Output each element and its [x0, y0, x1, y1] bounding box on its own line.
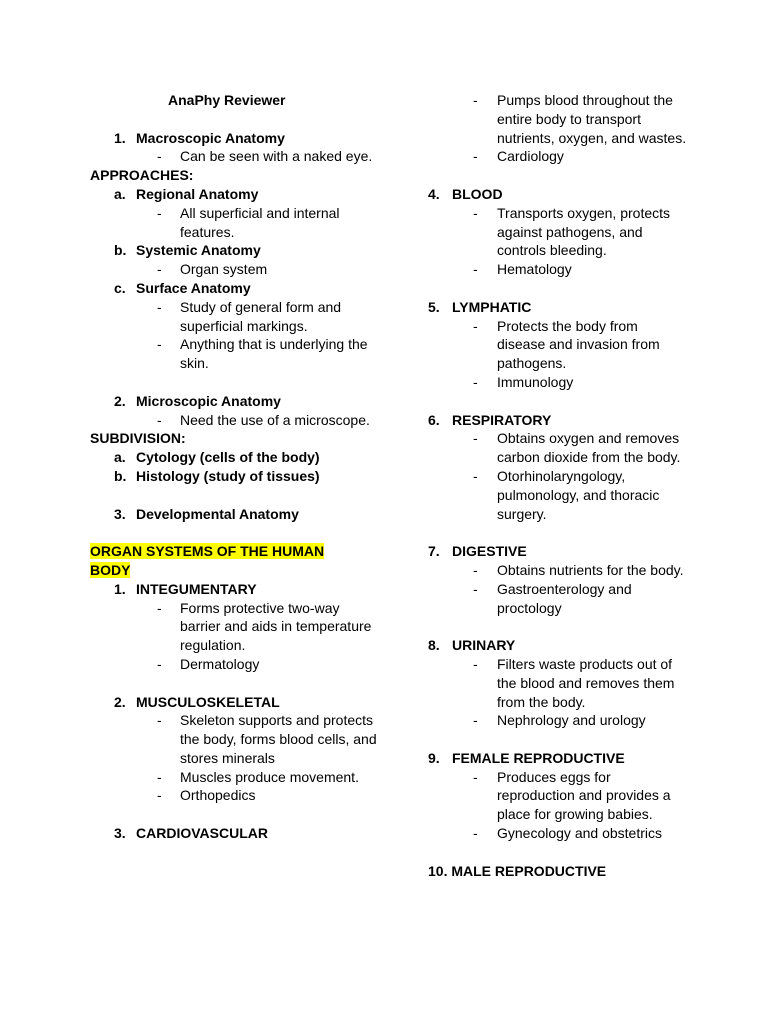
- item-label-text: MALE REPRODUCTIVE: [451, 862, 607, 879]
- subdivision-heading: SUBDIVISION:: [90, 430, 186, 447]
- item-label: BLOOD: [452, 185, 503, 202]
- bullet: [90, 711, 380, 767]
- bullet: [90, 599, 380, 655]
- bullet-dash: -: [473, 148, 478, 165]
- bullet-dash: -: [473, 204, 478, 221]
- bullet-dash: -: [473, 825, 478, 842]
- system-item-female-reproductive: [428, 749, 688, 768]
- bullet: [428, 467, 688, 523]
- system-item-respiratory: [428, 411, 688, 430]
- subdivision-item: [90, 448, 380, 467]
- bullet-dash: -: [473, 580, 478, 597]
- bullet-text: Organ system: [180, 261, 268, 278]
- spacer: [428, 617, 688, 636]
- left-column: [90, 91, 380, 843]
- approach-item: [90, 241, 380, 260]
- item-number: 8.: [428, 637, 440, 654]
- item-label: Histology (study of tissues): [136, 467, 320, 484]
- item-letter: c.: [114, 279, 126, 296]
- bullet-text: Need the use of a microscope.: [180, 411, 370, 428]
- item-letter: b.: [114, 467, 127, 484]
- bullet: [428, 429, 688, 467]
- macroscopic-item: [90, 129, 380, 148]
- right-column: [428, 91, 688, 880]
- bullet-dash: -: [157, 768, 162, 785]
- system-item-blood: [428, 185, 688, 204]
- item-number: 5.: [428, 298, 440, 315]
- bullet-text: Skeleton supports and protects the body, forms blood cells, and stores minerals: [180, 712, 377, 766]
- spacer: [428, 843, 688, 862]
- spacer: [428, 730, 688, 749]
- item-label: Developmental Anatomy: [136, 505, 299, 522]
- bullet-text: Gynecology and obstetrics: [497, 825, 662, 842]
- spacer: [428, 279, 688, 298]
- item-label: FEMALE REPRODUCTIVE: [452, 749, 625, 766]
- bullet-dash: -: [473, 430, 478, 447]
- system-item-cardiovascular: [90, 824, 380, 843]
- bullet-text: All superficial and internal features.: [180, 204, 340, 240]
- bullet: [90, 786, 380, 805]
- bullet: [428, 260, 688, 279]
- bullet-dash: -: [473, 655, 478, 672]
- bullet-text: Nephrology and urology: [497, 712, 646, 729]
- organ-systems-heading: [90, 542, 380, 580]
- bullet: [428, 580, 688, 618]
- item-letter: a.: [114, 185, 126, 202]
- approach-item: [90, 185, 380, 204]
- bullet-text: Orthopedics: [180, 787, 256, 804]
- bullet-text: Filters waste products out of the blood and removes them from the body.: [497, 655, 675, 710]
- item-label: Regional Anatomy: [136, 185, 259, 202]
- highlighted-text: BODY: [90, 561, 131, 578]
- item-number: 2.: [114, 392, 126, 409]
- bullet-dash: -: [157, 787, 162, 804]
- item-number: 2.: [114, 693, 126, 710]
- bullet-dash: -: [473, 768, 478, 785]
- bullet-dash: -: [473, 317, 478, 334]
- item-number: 6.: [428, 411, 440, 428]
- bullet-dash: -: [473, 561, 478, 578]
- bullet-dash: -: [157, 599, 162, 616]
- bullet-dash: -: [157, 712, 162, 729]
- bullet-text: Cardiology: [497, 148, 564, 165]
- bullet-text: Immunology: [497, 373, 574, 390]
- developmental-item: [90, 505, 380, 524]
- bullet: [90, 204, 380, 242]
- item-number: 9.: [428, 749, 440, 766]
- bullet: [428, 373, 688, 392]
- document-title: AnaPhy Reviewer: [168, 92, 286, 108]
- item-label: Systemic Anatomy: [136, 242, 261, 259]
- item-letter: a.: [114, 449, 126, 466]
- item-number: 1.: [114, 580, 126, 597]
- bullet-text: Obtains oxygen and removes carbon dioxide from the body.: [497, 430, 681, 466]
- spacer: [90, 674, 380, 693]
- item-number: 3.: [114, 825, 126, 842]
- item-label: URINARY: [452, 637, 516, 654]
- microscopic-item: [90, 392, 380, 411]
- bullet-dash: -: [157, 298, 162, 315]
- bullet-text: Hematology: [497, 261, 572, 278]
- item-label: MUSCULOSKELETAL: [136, 693, 280, 710]
- spacer: [428, 166, 688, 185]
- approaches-heading: APPROACHES:: [90, 167, 194, 184]
- bullet-text: Dermatology: [180, 655, 260, 672]
- item-label: INTEGUMENTARY: [136, 580, 257, 597]
- item-label: RESPIRATORY: [452, 411, 552, 428]
- bullet: [428, 317, 688, 373]
- bullet-dash: -: [473, 467, 478, 484]
- highlighted-text: ORGAN SYSTEMS OF THE HUMAN: [90, 543, 325, 560]
- item-letter: b.: [114, 242, 127, 259]
- item-label: Cytology (cells of the body): [136, 449, 320, 466]
- bullet: [90, 260, 380, 279]
- bullet: [428, 824, 688, 843]
- item-label: LYMPHATIC: [452, 298, 532, 315]
- item-label: [447, 862, 606, 881]
- bullet-dash: -: [473, 712, 478, 729]
- bullet: [90, 298, 380, 336]
- bullet: [428, 711, 688, 730]
- approach-item: [90, 279, 380, 298]
- item-number: 3.: [114, 505, 126, 522]
- spacer: [428, 523, 688, 542]
- bullet-text: Protects the body from disease and invasion from pathogens.: [497, 317, 660, 372]
- bullet-dash: -: [473, 373, 478, 390]
- bullet: [428, 204, 688, 260]
- bullet-text: Forms protective two-way barrier and aids in temperature regulation.: [180, 599, 372, 654]
- system-item-integumentary: [90, 580, 380, 599]
- bullet-text: Obtains nutrients for the body.: [497, 561, 684, 578]
- bullet: [90, 411, 380, 430]
- bullet-dash: -: [157, 261, 162, 278]
- bullet-dash: -: [157, 336, 162, 353]
- bullet-dash: -: [157, 411, 162, 428]
- item-number: 4.: [428, 185, 440, 202]
- bullet: [90, 147, 380, 166]
- item-label: Macroscopic Anatomy: [136, 129, 285, 146]
- bullet: [428, 768, 688, 824]
- bullet-text: Pumps blood throughout the entire body to transport nutrients, oxygen, and wastes.: [497, 92, 687, 146]
- item-label: DIGESTIVE: [452, 543, 527, 560]
- bullet: [90, 655, 380, 674]
- bullet-dash: -: [473, 261, 478, 278]
- bullet-text: Gastroenterology and proctology: [497, 580, 632, 616]
- item-label: Surface Anatomy: [136, 279, 251, 296]
- bullet-dash: -: [157, 655, 162, 672]
- item-label: CARDIOVASCULAR: [136, 825, 268, 842]
- bullet-text: Study of general form and superficial markings.: [180, 298, 342, 334]
- bullet-dash: -: [157, 148, 162, 165]
- system-item-urinary: [428, 636, 688, 655]
- bullet: [428, 91, 688, 147]
- bullet-dash: -: [157, 204, 162, 221]
- system-item-male-reproductive: [428, 862, 688, 881]
- spacer: [90, 486, 380, 505]
- bullet: [428, 655, 688, 711]
- bullet-text: Muscles produce movement.: [180, 768, 359, 785]
- spacer: [90, 805, 380, 824]
- item-number: 1.: [114, 129, 126, 146]
- bullet: [90, 335, 380, 373]
- bullet: [90, 768, 380, 787]
- system-item-digestive: [428, 542, 688, 561]
- item-number: 7.: [428, 543, 440, 560]
- spacer: [90, 523, 380, 542]
- spacer: [90, 373, 380, 392]
- bullet-text: Transports oxygen, protects against pathogens, and controls bleeding.: [497, 204, 671, 259]
- bullet: [428, 561, 688, 580]
- item-number: 10.: [428, 862, 448, 879]
- item-label: Microscopic Anatomy: [136, 392, 281, 409]
- bullet: [428, 147, 688, 166]
- system-item-lymphatic: [428, 298, 688, 317]
- subdivision-item: [90, 467, 380, 486]
- bullet-text: Anything that is underlying the skin.: [180, 336, 368, 372]
- spacer: [428, 392, 688, 411]
- bullet-text: Produces eggs for reproduction and provides a place for growing babies.: [497, 768, 671, 823]
- bullet-text: Otorhinolaryngology, pulmonology, and thoracic surgery.: [497, 467, 660, 522]
- bullet-text: Can be seen with a naked eye.: [180, 148, 373, 165]
- system-item-musculoskeletal: [90, 693, 380, 712]
- bullet-dash: -: [473, 92, 478, 108]
